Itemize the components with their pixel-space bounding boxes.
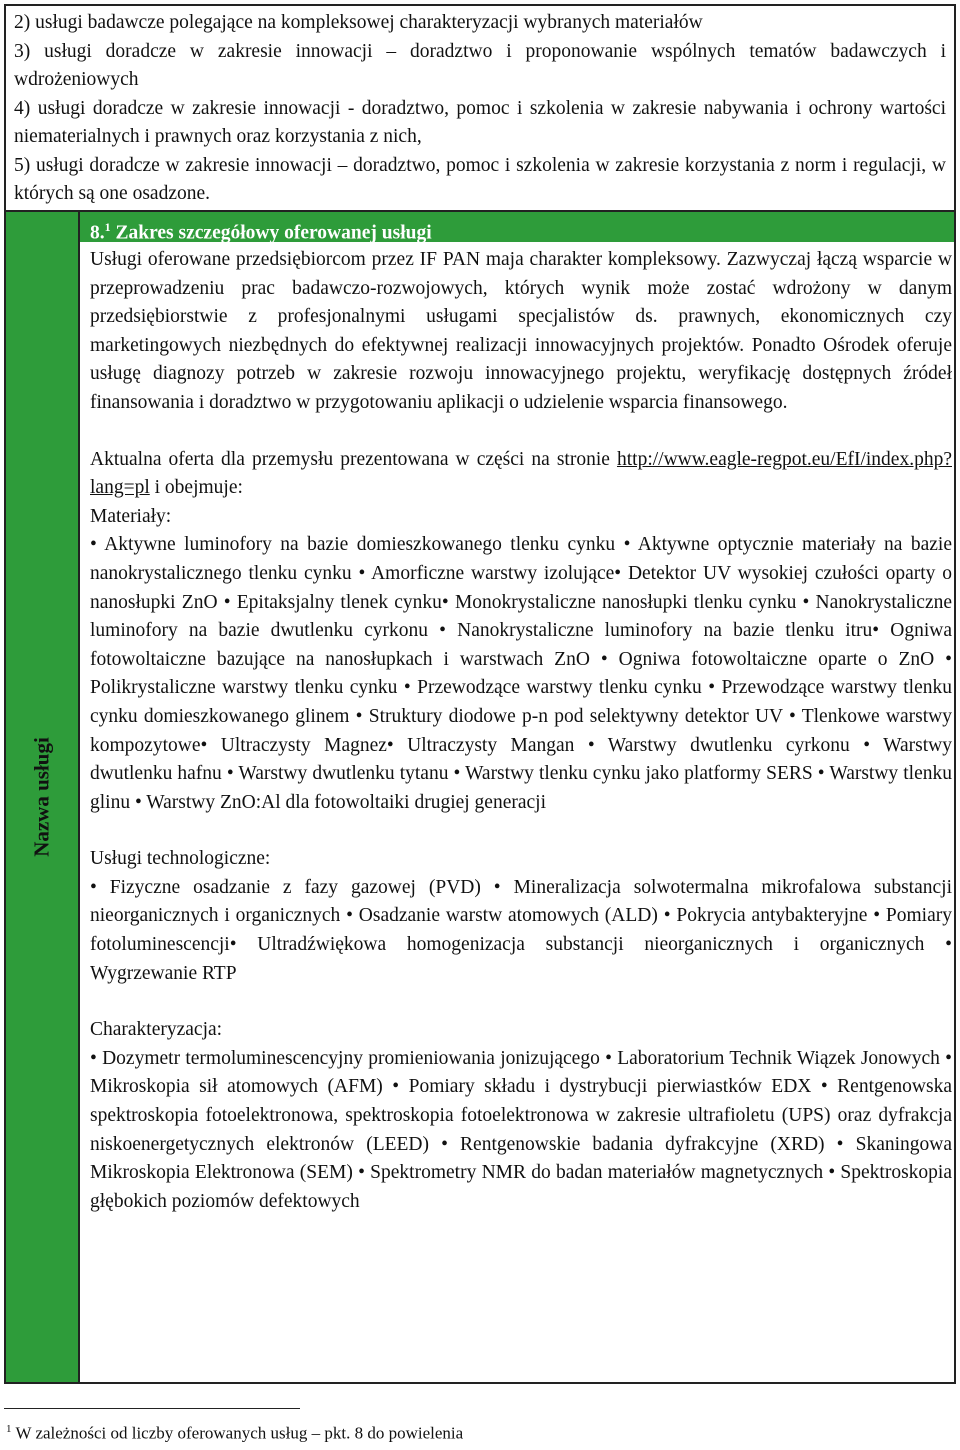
heading-footnote-ref: 1: [104, 220, 111, 234]
technology-list: • Fizyczne osadzanie z fazy gazowej (PVD) • Mineralizacja solwotermalna mikrofalowa substancji nieorganicznych i organicznych • Osadzanie warstw atomowych (ALD) • Pokrycia antybakteryjne • Pomiary fotoluminescencji• Ultradźwiękowa homogenizacja substancji nieorganicznych i organicznych • Wygrzewanie RTP: [90, 876, 952, 984]
intro-paragraph: Usługi oferowane przedsiębiorcom przez IF PAN maja charakter kompleksowy. Zazwyczaj łączą wsparcie w przeprowadzeniu prac badawczo-rozwojowych, których wynik może zostać wdrożony w danym przedsiębiorstwie z profesjonalnymi usługami specjalistów ds. prawnych, ekonomicznych czy marketingowych niezbędnych do efektywnej realizacji innowacyjnych projektów. Ponadto Ośrodek oferuje usługę diagnozy potrzeb w zakresie rozwoju innowacyjnego projektu, weryfikację dostępnych źródeł finansowania i doradztwo w przygotowaniu aplikacji o udzielenie wsparcia finansowego.: [90, 249, 952, 413]
section-title: Zakres szczegółowy oferowanej usługi: [115, 222, 432, 244]
materials-list: • Aktywne luminofory na bazie domieszkowanego tlenku cynku • Aktywne optycznie materiały na bazie nanokrystalicznego tlenku cynku • Amorficzne warstwy izolujące• Detektor UV wysokiej czułości oparty o nanosłupki ZnO • Epitaksjalny tlenek cynku• Monokrystaliczne nanosłupki tlenku cynku • Nanokrystaliczne luminofory na bazie dwutlenku cyrkonu • Nanokrystaliczne luminofory na bazie tlenku itru• Ogniwa fotowoltaiczne bazujące na nanosłupkach i warstwach ZnO • Ogniwa fotowoltaiczne oparte o ZnO • Polikrystaliczne warstwy tlenku cynku • Przewodzące warstwy tlenku cynku • Przewodzące warstwy tlenku cynku domieszkowanego glinem • Struktury diodowe p-n pod selektywny detektor UV • Tlenkowe warstwy kompozytowe• Ultraczysty Magnez• Ultraczysty Mangan • Warstwy dwutlenku cyrkonu • Warstwy dwutlenku hafnu • Warstwy dwutlenku tytanu • Warstwy tlenku cynku jako platformy SERS • Warstwy tlenku glinu • Warstwy ZnO:Al dla fotowoltaiki drugiej generacji: [90, 534, 952, 813]
footnote-separator: [4, 1408, 300, 1409]
materials-label: Materiały:: [90, 505, 172, 527]
section-number: 8.: [90, 222, 105, 244]
section-heading: [90, 213, 432, 248]
characterization-list: • Dozymetr termoluminescencyjny promieniowania jonizującego • Laboratorium Technik Wiązek Jonowych • Mikroskopia sił atomowych (AFM) • Pomiary składu i dystrybucji pierwiastków EDX • Rentgenowska spektroskopia fotoelektronowa, spektroskopia fotoelektronowa w zakresie ultrafioletu (UPS) oraz dyfrakcja niskoenergetycznych elektronów (LEED) • Rentgenowskie badania dyfrakcyjne (XRD) • Skaningowa Mikroskopia Elektronowa (SEM) • Spektrometry NMR do badan materiałów magnetycznych • Spektroskopia głębokich poziomów defektowych: [90, 1047, 952, 1212]
characterization-label: Charakteryzacja:: [90, 1019, 223, 1041]
offer-suffix: i obejmuje:: [154, 477, 243, 499]
offer-paragraph: [90, 446, 952, 503]
offer-prefix: Aktualna oferta dla przemysłu prezentowana w części na stronie: [90, 448, 610, 470]
footnote: [6, 1418, 463, 1445]
section-content: [90, 246, 952, 1216]
column-divider: [78, 212, 80, 1382]
side-label-column: [6, 212, 78, 1382]
service-item-4: 4) usługi doradcze w zakresie innowacji - doradztwo, pomoc i szkolenia w zakresie nabywania i ochrony wartości niematerialnych i prawnych oraz korzystania z nich,: [14, 97, 946, 147]
service-item-3: 3) usługi doradcze w zakresie innowacji – doradztwo i proponowanie wspólnych tematów badawczych i wdrożeniowych: [14, 40, 946, 90]
side-label: Nazwa usługi: [29, 737, 54, 857]
offer-link[interactable]: http://www.eagle-regpot.eu/EfI/index.php?lang=pl: [90, 448, 952, 499]
service-list-section: [6, 6, 954, 210]
service-item-5: 5) usługi doradcze w zakresie innowacji – doradztwo, pomoc i szkolenia w zakresie korzystania z norm i regulacji, w których są one osadzone.: [14, 154, 946, 204]
technology-label: Usługi technologiczne:: [90, 848, 271, 870]
footnote-text: W zależności od liczby oferowanych usług – pkt. 8 do powielenia: [15, 1423, 464, 1443]
footnote-marker: 1: [6, 1423, 12, 1435]
service-item-2: 2) usługi badawcze polegające na kompleksowej charakteryzacji wybranych materiałów: [14, 12, 703, 33]
document-table: [4, 4, 956, 1384]
